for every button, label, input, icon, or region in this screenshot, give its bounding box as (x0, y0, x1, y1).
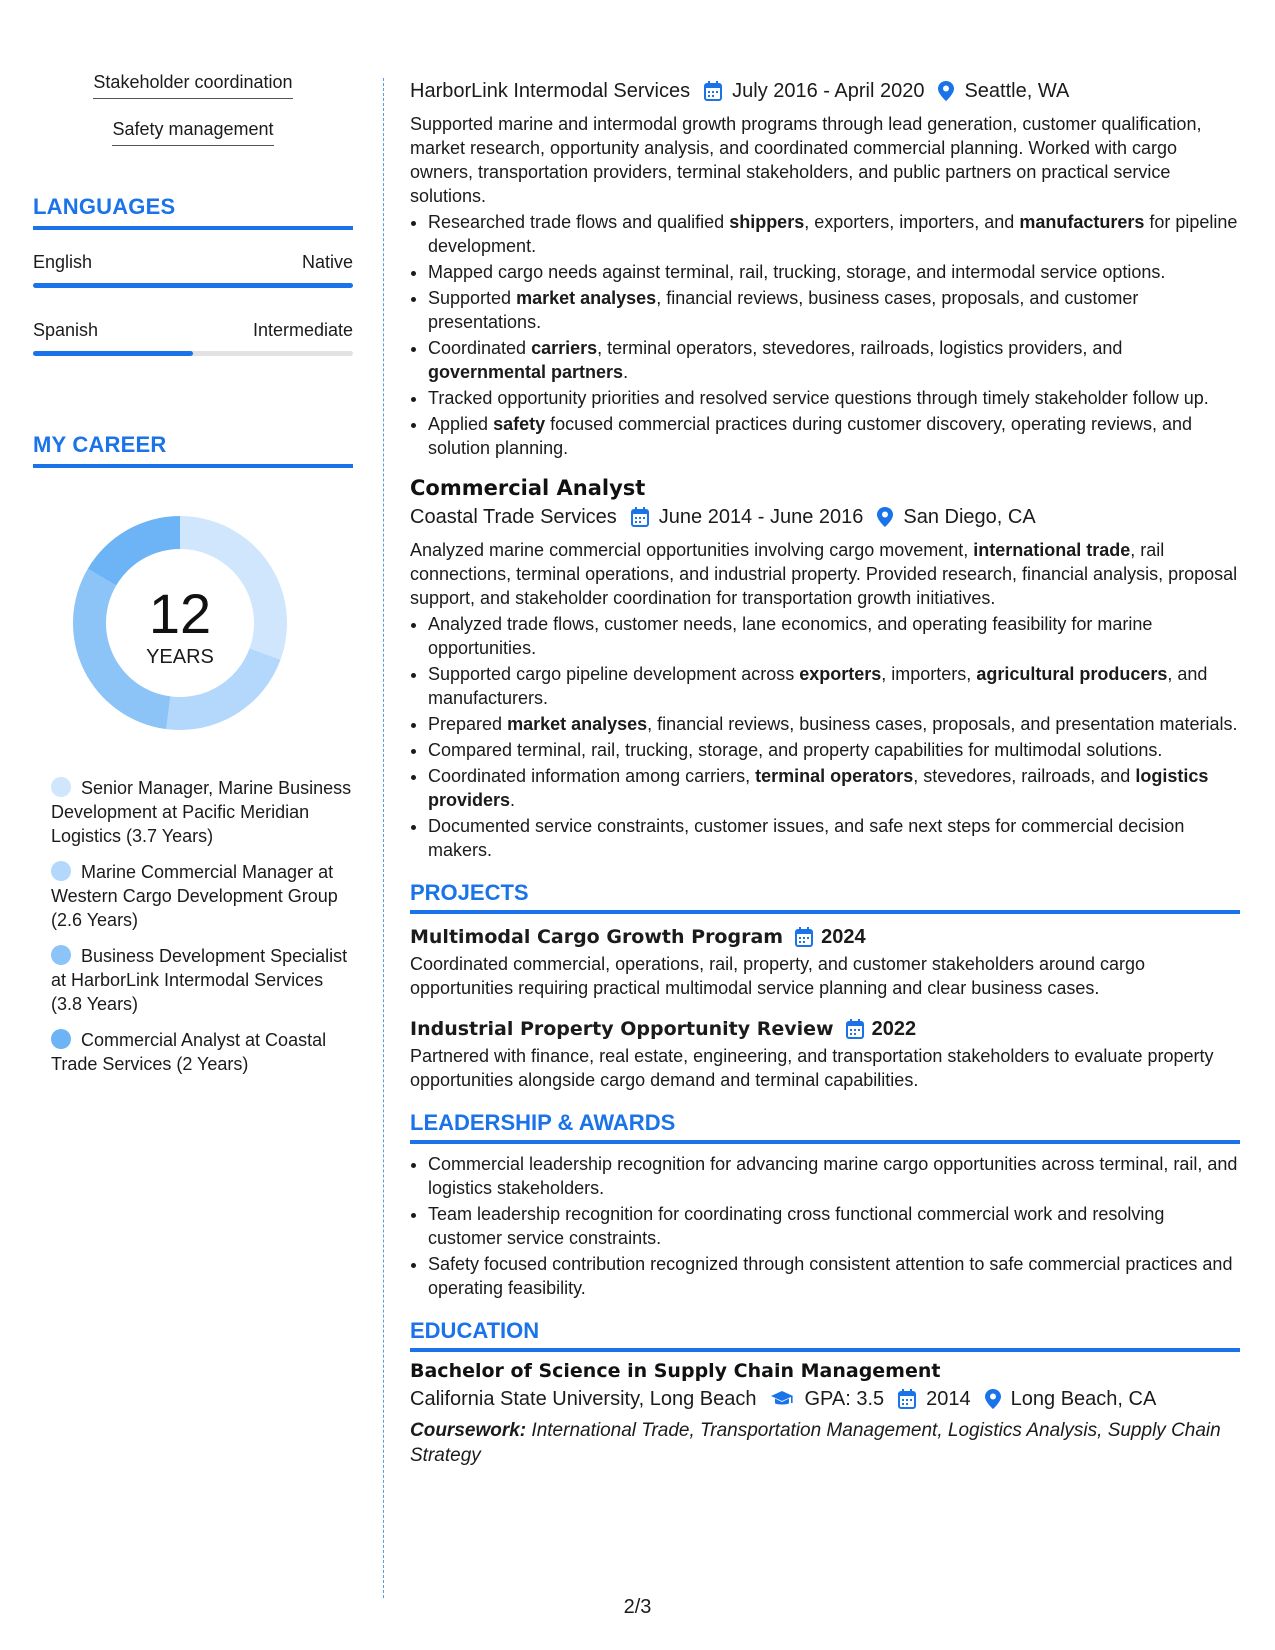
language-item (33, 320, 353, 356)
job-dates: June 2014 - June 2016 (658, 506, 864, 528)
calendar-icon (795, 927, 813, 947)
location-pin-icon (877, 507, 893, 527)
bullet-item: • Coordinated carriers, terminal operators, stevedores, railroads, logistics providers, and governmental partners. (428, 336, 1240, 384)
graduation-cap-icon (770, 1390, 794, 1408)
career-legend (33, 776, 353, 1076)
coursework (410, 1418, 1240, 1468)
legend-dot (51, 945, 71, 965)
career-legend-item (51, 860, 353, 932)
skill-tag (33, 117, 353, 146)
job-bullets (410, 210, 1240, 460)
legend-dot (51, 861, 71, 881)
skill-label: Stakeholder coordination (93, 70, 292, 99)
career-heading: MY CAREER (33, 432, 353, 468)
right-column (410, 78, 1240, 1468)
bullet-item: • Supported market analyses, financial reviews, business cases, proposals, and customer presentations. (428, 286, 1240, 334)
legend-label: Commercial Analyst at Coastal Trade Services (2 Years) (51, 1030, 327, 1074)
project-description: Coordinated commercial, operations, rail, property, and customer stakeholders around cargo opportunities requiring practical multimodal service planning and clear business cases. (410, 954, 1146, 998)
bullet-item: • Mapped cargo needs against terminal, rail, trucking, storage, and intermodal service options. (428, 260, 1240, 284)
experience-entry (410, 78, 1240, 460)
job-location: Seattle, WA (964, 80, 1070, 102)
job-meta (410, 78, 1240, 104)
bullet-item: • Prepared market analyses, financial reviews, business cases, proposals, and presentation materials. (428, 712, 1240, 736)
bullet-item: • Tracked opportunity priorities and resolved service questions through timely stakeholder follow up. (428, 386, 1240, 410)
language-bar-fill (33, 351, 193, 356)
school-name: California State University, Long Beach (410, 1388, 757, 1410)
language-bar-fill (33, 283, 353, 288)
school-location: Long Beach, CA (1010, 1388, 1157, 1410)
project-name: Multimodal Cargo Growth Program (410, 926, 784, 948)
project-year: 2022 (871, 1018, 917, 1040)
language-level: Native (301, 252, 353, 272)
calendar-icon (704, 81, 722, 101)
legend-label: Business Development Specialist at HarborLink Intermodal Services (3.8 Years) (51, 946, 348, 1014)
legend-label: Marine Commercial Manager at Western Cargo Development Group (2.6 Years) (51, 862, 338, 930)
project-name: Industrial Property Opportunity Review (410, 1018, 834, 1040)
left-column (33, 70, 353, 1088)
career-legend-item (51, 1028, 353, 1076)
location-pin-icon (985, 1389, 1001, 1409)
job-summary: Analyzed marine commercial opportunities involving cargo movement, international trade, rail connections, terminal operations, and industrial property. Provided research, financial analysis, proposal support, and stakeholder coordination for transportation growth initiatives. (410, 540, 1238, 608)
language-bar (33, 283, 353, 288)
education-heading: EDUCATION (410, 1318, 1240, 1352)
company-name: HarborLink Intermodal Services (410, 80, 691, 102)
project-item (410, 1016, 1240, 1092)
leadership-list (410, 1152, 1240, 1300)
company-name: Coastal Trade Services (410, 506, 617, 528)
career-total-years: 12 (148, 582, 212, 645)
language-name: English (33, 252, 93, 272)
graduation-year: 2014 (926, 1388, 971, 1410)
job-bullets (410, 612, 1240, 862)
job-dates: July 2016 - April 2020 (732, 80, 925, 102)
bullet-item: • Coordinated information among carriers, terminal operators, stevedores, railroads, and logistics providers. (428, 764, 1240, 812)
job-title: Commercial Analyst (410, 476, 646, 500)
gpa: GPA: 3.5 (804, 1388, 885, 1410)
languages-heading: LANGUAGES (33, 194, 353, 230)
list-item: • Safety focused contribution recognized through consistent attention to safe commercial practices and operating feasibility. (428, 1252, 1240, 1300)
calendar-icon (631, 507, 649, 527)
language-name: Spanish (33, 320, 99, 340)
coursework-list: International Trade, Transportation Management, Logistics Analysis, Supply Chain Strategy (410, 1420, 1221, 1466)
project-item (410, 924, 1240, 1000)
coursework-label: Coursework: (410, 1420, 527, 1441)
skill-tag (33, 70, 353, 99)
list-item: • Commercial leadership recognition for advancing marine cargo opportunities across terminal, rail, and logistics stakeholders. (428, 1152, 1240, 1200)
experience-entry (410, 476, 1240, 862)
language-item (33, 252, 353, 288)
job-location: San Diego, CA (903, 506, 1036, 528)
projects-heading: PROJECTS (410, 880, 1240, 914)
career-legend-item (51, 776, 353, 848)
location-pin-icon (938, 81, 954, 101)
skill-label: Safety management (112, 117, 273, 146)
project-year: 2024 (821, 926, 866, 948)
language-bar (33, 351, 353, 356)
bullet-item: • Researched trade flows and qualified shippers, exporters, importers, and manufacturers for pipeline development. (428, 210, 1240, 258)
career-donut (65, 508, 295, 738)
education-meta (410, 1386, 1240, 1412)
leadership-heading: LEADERSHIP & AWARDS (410, 1110, 1240, 1144)
language-level: Intermediate (252, 320, 353, 340)
legend-label: Senior Manager, Marine Business Development at Pacific Meridian Logistics (3.7 Years) (51, 778, 352, 846)
job-summary: Supported marine and intermodal growth programs through lead generation, customer qualification, market research, opportunity analysis, and coordinated commercial planning. Worked with cargo owners, transportation providers, terminal stakeholders, and public partners on practical service solutions. (410, 114, 1202, 206)
bullet-item: • Supported cargo pipeline development across exporters, importers, agricultural producers, and manufacturers. (428, 662, 1240, 710)
bullet-item: • Compared terminal, rail, trucking, storage, and property capabilities for multimodal solutions. (428, 738, 1240, 762)
bullet-item: • Analyzed trade flows, customer needs, lane economics, and operating feasibility for marine opportunities. (428, 612, 1240, 660)
list-item: • Team leadership recognition for coordinating cross functional commercial work and resolving customer service constraints. (428, 1202, 1240, 1250)
career-total-unit: YEARS (146, 646, 214, 668)
legend-dot (51, 1029, 71, 1049)
page-number: 2/3 (623, 1596, 652, 1618)
bullet-item: • Documented service constraints, customer issues, and safe next steps for commercial decision makers. (428, 814, 1240, 862)
calendar-icon (898, 1389, 916, 1409)
degree-title: Bachelor of Science in Supply Chain Management (410, 1360, 941, 1382)
job-meta (410, 504, 1240, 530)
column-divider (383, 78, 384, 1598)
calendar-icon (846, 1019, 864, 1039)
project-description: Partnered with finance, real estate, engineering, and transportation stakeholders to evaluate property opportunities alongside cargo demand and terminal capabilities. (410, 1046, 1214, 1090)
legend-dot (51, 777, 71, 797)
career-legend-item (51, 944, 353, 1016)
bullet-item: • Applied safety focused commercial practices during customer discovery, operating reviews, and solution planning. (428, 412, 1240, 460)
